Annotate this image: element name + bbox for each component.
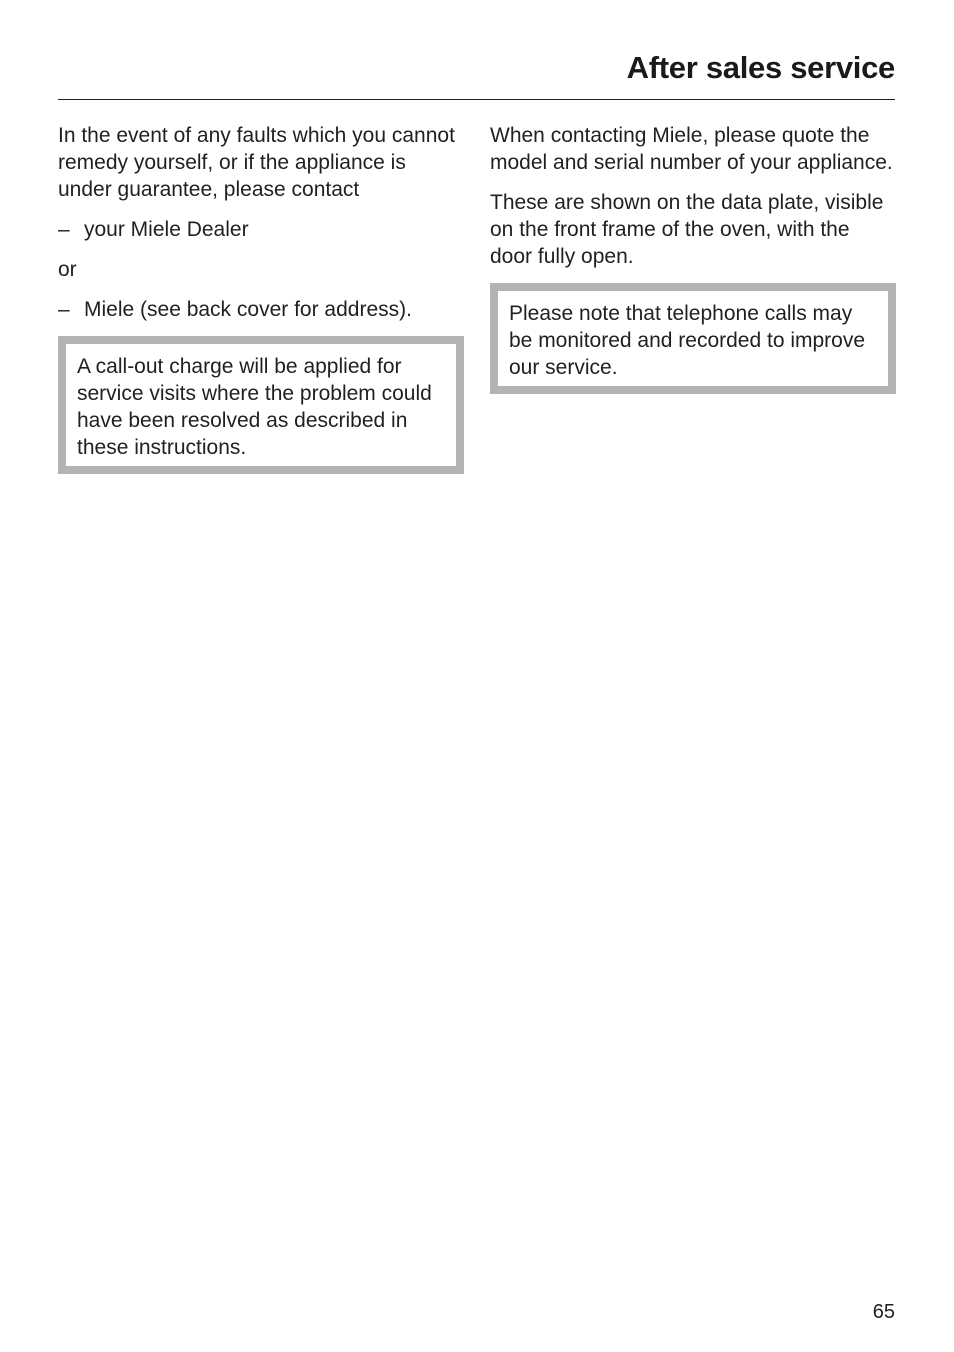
call-out-charge-note xyxy=(58,336,464,474)
contact-paragraph: When contacting Miele, please quote the model and serial number of your appliance. xyxy=(490,124,893,174)
list-item-miele xyxy=(58,296,464,323)
page-title: After sales service xyxy=(626,50,895,85)
right-column xyxy=(490,122,896,394)
list-item-text: your Miele Dealer xyxy=(84,218,249,241)
list-item-text: Miele (see back cover for address). xyxy=(84,298,412,321)
or-text: or xyxy=(58,258,77,281)
dash-bullet: – xyxy=(58,218,70,241)
list-item-dealer xyxy=(58,216,464,243)
title-divider xyxy=(58,99,895,100)
note-text: Please note that telephone calls may be monitored and recorded to improve our service. xyxy=(509,302,866,379)
data-plate-paragraph: These are shown on the data plate, visible on the front frame of the oven, with the door fully open. xyxy=(490,191,884,268)
left-column xyxy=(58,122,464,474)
telephone-monitoring-note xyxy=(490,283,896,394)
note-text: A call-out charge will be applied for service visits where the problem could have been resolved as described in these instructions. xyxy=(77,355,432,459)
intro-paragraph: In the event of any faults which you cannot remedy yourself, or if the appliance is under guarantee, please contact xyxy=(58,124,455,201)
dash-bullet: – xyxy=(58,298,70,321)
page-number: 65 xyxy=(872,1301,895,1323)
